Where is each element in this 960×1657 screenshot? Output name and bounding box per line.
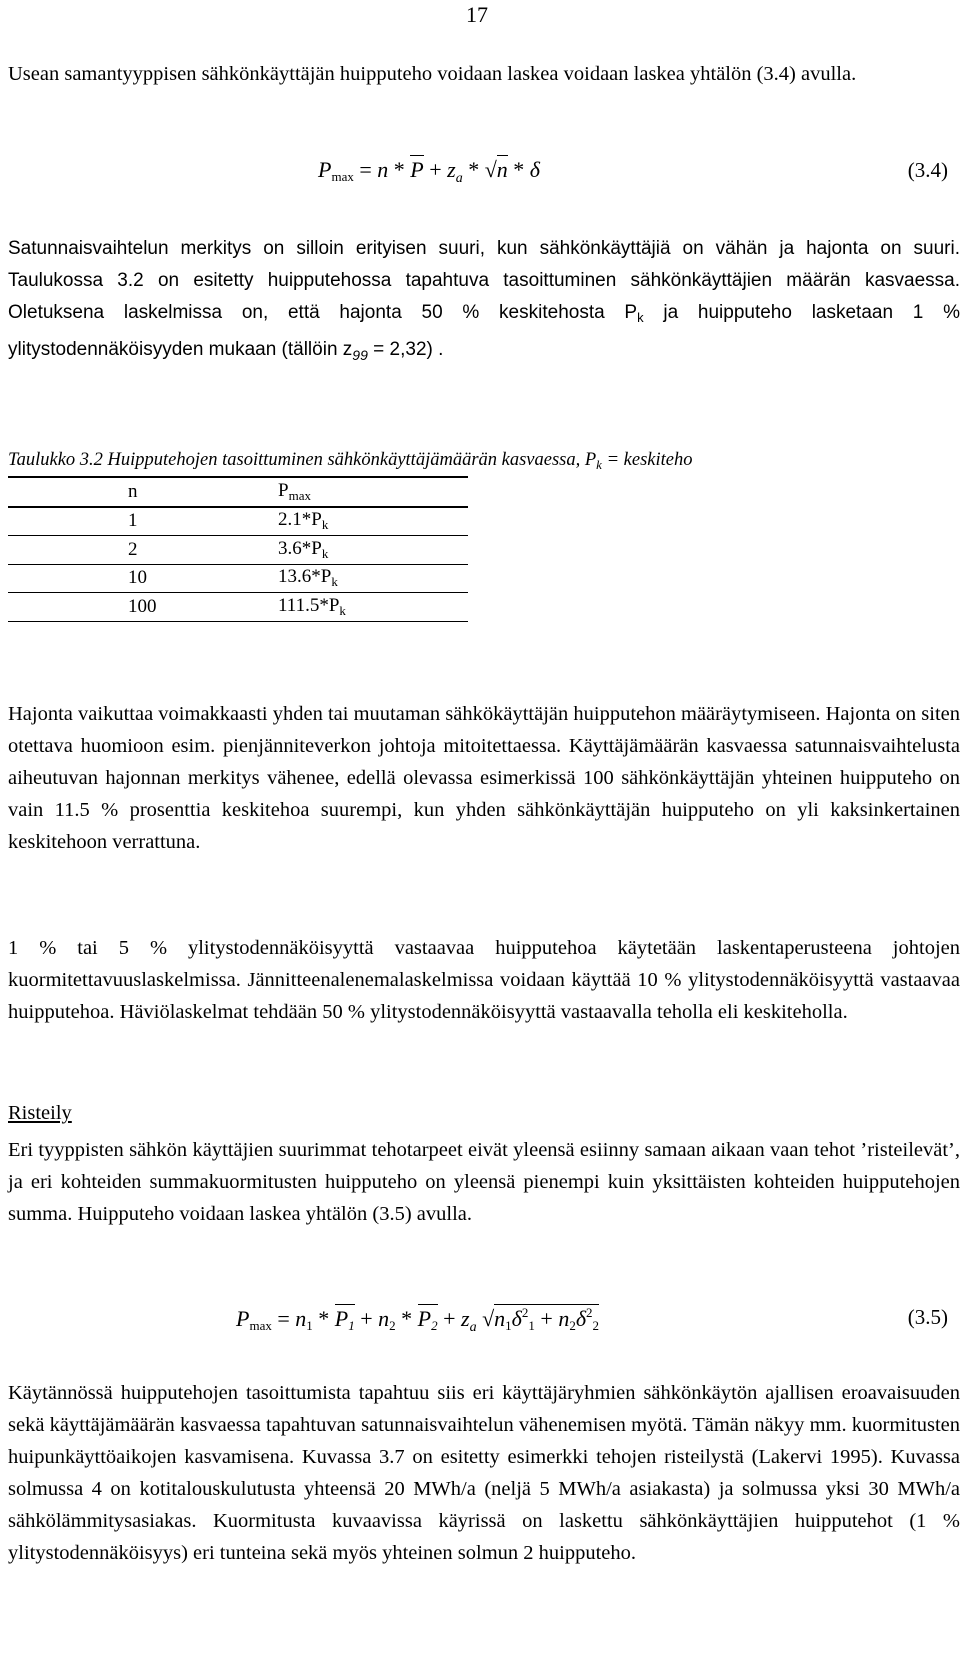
cell-pmax: $13.6*P_k$ xyxy=(278,564,468,593)
equation-3-5: $P_{max} = n_1 * P_1 + n_2 * P_2 + z_a$ $√n_1\delta^2_1 + n_2\delta^2_2$ xyxy=(236,1305,600,1335)
eq1-z: z xyxy=(447,157,456,182)
header-pmax: $P_{max}$ xyxy=(278,477,468,507)
eq2-n1: n xyxy=(295,1306,307,1331)
paragraph-variance: Hajonta vaikuttaa voimakkaasti yhden tai muutaman sähkökäyttäjän huipputehon määräytymiseen. Hajonta on siten otettava huomioon esim. pienjänniteverkon johtoja mitoitettaessa. Käyttäjämäärän kasvaessa satunnaisvaihtelusta aiheutuvan hajonnan merkitys vähenee, edellä olevassa esimerkissä 100 sähkönkäyttäjän yhteinen huipputeho on vain 11.5 % prosenttia keskitehoa suurempi, kun yhden sähkönkäyttäjän huipputeho on yli kaksinkertainen keskitehoon verrattuna. xyxy=(8,703,960,853)
eq2-sqrt-sign: √ xyxy=(482,1306,495,1331)
eq1-delta: δ xyxy=(529,157,541,182)
header-n: n xyxy=(8,477,278,507)
eq2-sub-max: max xyxy=(249,1318,272,1333)
eq1-equals: = xyxy=(359,157,372,182)
eq2-z: z xyxy=(461,1306,470,1331)
table-row xyxy=(8,593,468,622)
eq1-sub-max: max xyxy=(331,169,354,184)
cell-n: 10 xyxy=(8,564,278,593)
eq2-sqrt-content: $n_1\delta^2_1 + n_2\delta^2_2$ xyxy=(494,1305,600,1333)
eq2-p2-bar: $P_2$ xyxy=(417,1306,438,1333)
paragraph-variation-b: Oletuksena laskelmissa on, että hajonta 50 % keskitehosta P xyxy=(8,302,638,323)
sub-99: 99 xyxy=(352,347,368,363)
cell-pmax: $3.6*P_k$ xyxy=(278,536,468,565)
eq1-star-2: * xyxy=(468,157,480,182)
table-row xyxy=(8,564,468,593)
cell-n: 2 xyxy=(8,536,278,565)
table-header-row xyxy=(8,477,468,507)
paragraph-variation-d: = 2,32) . xyxy=(367,339,444,360)
paragraph-variation-a: Satunnaisvaihtelun merkitys on silloin erityisen suuri, kun sähkönkäyttäjiä on vähän ja hajonta on suuri. Taulukossa 3.2 on esitetty huipputehossa tapahtuva tasoittuminen sähkönkäyttäjien määrän kasvaessa. xyxy=(8,238,960,291)
eq2-n2: n xyxy=(378,1306,390,1331)
table-caption: Taulukko 3.2 Huipputehojen tasoittuminen sähkönkäyttäjämäärän kasvaessa, $P_k$ = keskiteho xyxy=(8,450,693,472)
eq1-symbol-p: P xyxy=(318,157,332,182)
eq1-star-3: * xyxy=(513,157,525,182)
eq1-plus: + xyxy=(429,157,442,182)
cell-n: 100 xyxy=(8,593,278,622)
peak-power-table xyxy=(8,476,468,622)
sub-k: k xyxy=(637,310,644,325)
eq2-p1-bar: $P_1$ xyxy=(334,1306,355,1333)
eq1-n: n xyxy=(377,157,389,182)
table-row xyxy=(8,507,468,536)
paragraph-risteily: Eri tyyppisten sähkön käyttäjien suurimmat tehotarpeet eivät yleensä esiinny samaan aikaan vaan tehot ’risteilevät’, ja eri kohteiden summakuormitusten huipputeho on yleensä pienempi kuin yksittäisten kohteiden huipputehojen summa. Huipputeho voidaan laskea yhtälön (3.5) avulla. xyxy=(8,1139,960,1225)
section-heading-risteily: Risteily xyxy=(8,1102,72,1124)
paragraph-variation xyxy=(8,233,960,371)
page-number: 17 xyxy=(466,2,488,27)
equation-number-3-5: (3.5) xyxy=(907,1305,948,1329)
equation-3-4 xyxy=(318,157,540,187)
cell-n: 1 xyxy=(8,507,278,536)
paragraph-intro: Usean samantyyppisen sähkönkäyttäjän huipputeho voidaan laskea voidaan laskea yhtälön (3.4) avulla. xyxy=(8,63,857,85)
eq2-equals: = xyxy=(277,1306,290,1331)
eq1-sqrt-n: n xyxy=(496,157,508,182)
eq1-p-bar: P xyxy=(410,157,424,182)
equation-number-3-4: (3.4) xyxy=(907,158,948,182)
eq1-star: * xyxy=(393,157,405,182)
cell-pmax: $2.1*P_k$ xyxy=(278,507,468,536)
eq2-symbol-p: P xyxy=(236,1306,250,1331)
paragraph-variation-c: ja huipputeho lasketaan 1 % ylitystodennäköisyyden mukaan (tällöin z xyxy=(8,302,960,360)
paragraph-probability: 1 % tai 5 % ylitystodennäköisyyttä vastaavaa huipputehoa käytetään laskentaperusteena johtojen kuormitettavuuslaskelmissa. Jännitteenalenemalaskelmissa voidaan käyttää 10 % ylitystodennäköisyyttä vastaavaa huipputehoa. Häviölaskelmat tehdään 50 % ylitystodennäköisyyttä vastaavalla teholla eli keskiteholla. xyxy=(8,937,960,1023)
eq1-sqrt-sign: √ xyxy=(484,157,497,182)
paragraph-practice: Käytännössä huipputehojen tasoittumista tapahtuu siis eri käyttäjäryhmien sähkönkäytön ajallisen eroavaisuuden sekä käyttäjämäärän kasvaessa tapahtuvan satunnaisvaihtelun vähenemisen myötä. Tämän näkyy mm. kuormitusten huipunkäyttöaikojen kasvamisena. Kuvassa 3.7 on esitetty esimerkki tehojen risteilystä (Lakervi 1995). Kuvassa solmussa 4 on kotitalouskulutusta yhteensä 20 MWh/a (neljä 5 MWh/a asiakasta) ja solmussa yksi 30 MWh/a sähkölämmitysasiakas. Kuormitusta kuvaavissa käyrissä on laskettu sähkönkäyttäjien huipputehot (1 % ylitystodennäköisyys) eri tunteina sekä myös yhteinen solmun 2 huipputeho. xyxy=(8,1382,960,1564)
eq1-sub-a: a xyxy=(455,171,463,186)
cell-pmax: $111.5*P_k$ xyxy=(278,593,468,622)
table-row xyxy=(8,536,468,565)
